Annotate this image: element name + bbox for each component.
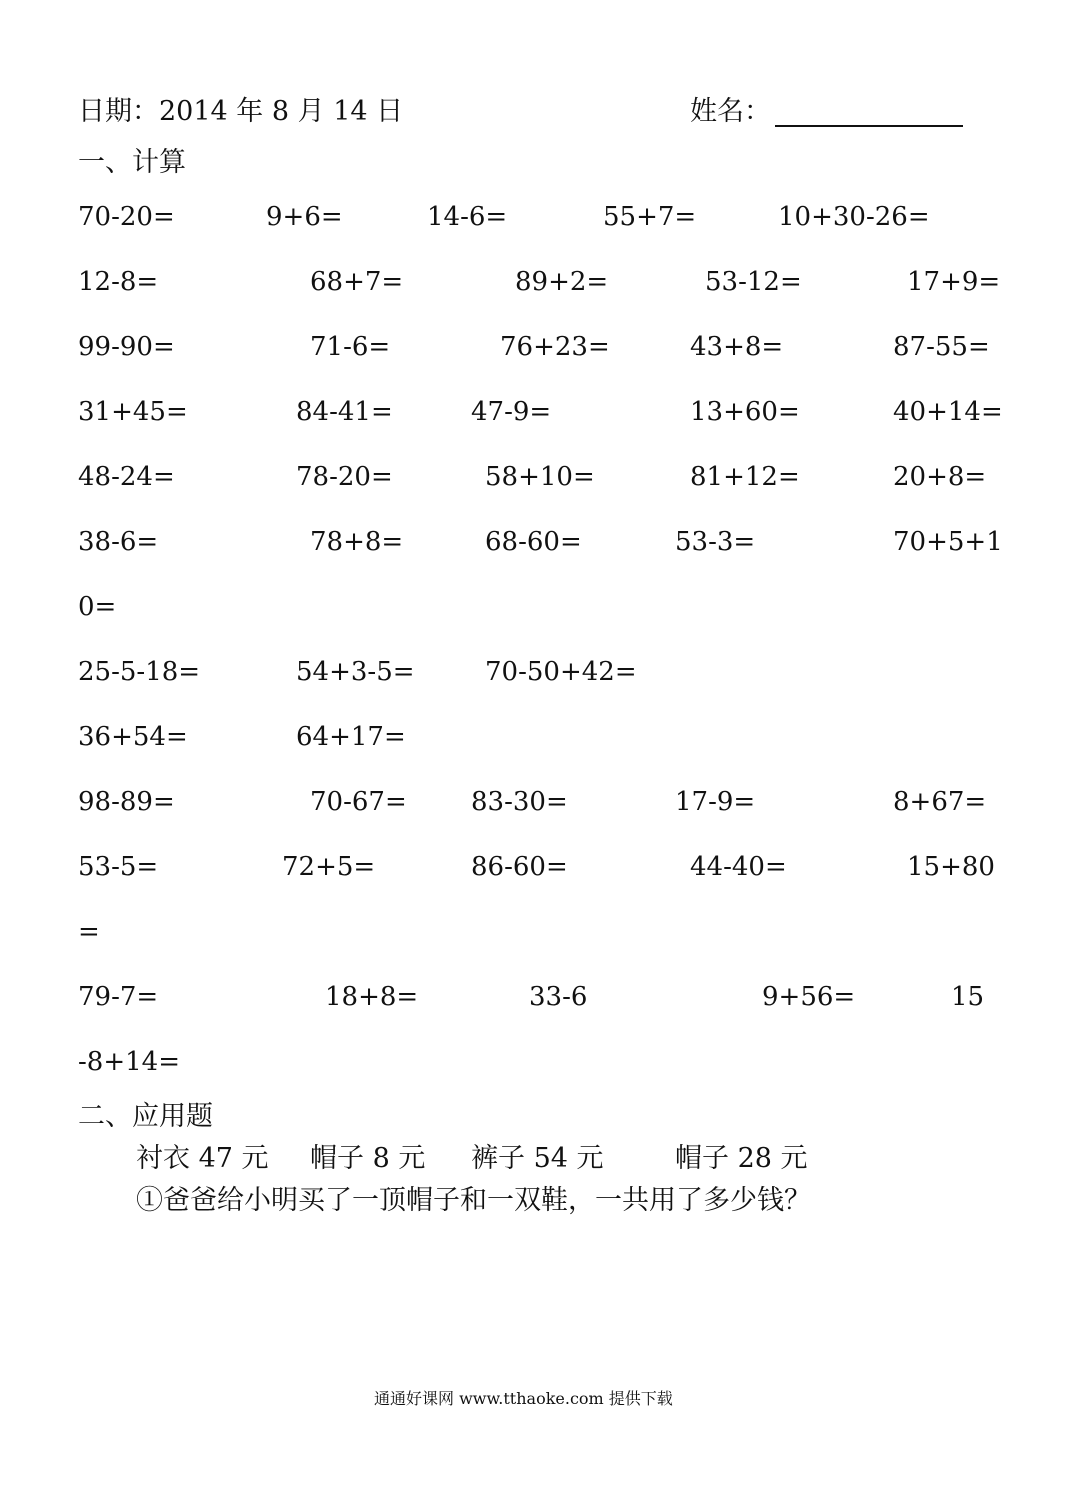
problem: 8+67= <box>893 787 987 817</box>
problem: 38-6= <box>78 527 159 557</box>
problem: = <box>78 917 100 947</box>
problem: 25-5-18= <box>78 657 201 687</box>
problem: 89+2= <box>515 267 609 297</box>
problem: 14-6= <box>427 202 508 232</box>
problem: 40+14= <box>893 397 1003 427</box>
problem: 47-9= <box>471 397 552 427</box>
problem: 0= <box>78 592 117 622</box>
problem: 54+3-5= <box>296 657 415 687</box>
price-item: 帽子 28 元 <box>675 1143 808 1174</box>
problem: 15 <box>951 982 985 1012</box>
problem: 31+45= <box>78 397 188 427</box>
problem: 53-5= <box>78 852 159 882</box>
price-item: 衬衣 47 元 <box>136 1143 269 1174</box>
footer-source: 通通好课网 www.tthaoke.com 提供下载 <box>374 1389 673 1408</box>
problem: 33-6 <box>529 982 588 1012</box>
problem: 44-40= <box>690 852 787 882</box>
price-item: 帽子 8 元 <box>310 1143 426 1174</box>
problem: 81+12= <box>690 462 800 492</box>
problem: 98-89= <box>78 787 175 817</box>
problem: 83-30= <box>471 787 568 817</box>
section1-title: 一、计算 <box>78 147 186 178</box>
problem: 71-6= <box>310 332 391 362</box>
problem: 17-9= <box>675 787 756 817</box>
problem: 18+8= <box>325 982 419 1012</box>
problem: 84-41= <box>296 397 393 427</box>
problem: 86-60= <box>471 852 568 882</box>
problem: 99-90= <box>78 332 175 362</box>
problem: 79-7= <box>78 982 159 1012</box>
name-blank-line <box>775 125 963 127</box>
problem: -8+14= <box>78 1047 180 1077</box>
problem: 55+7= <box>603 202 697 232</box>
section2-title: 二、应用题 <box>78 1101 213 1132</box>
word-problem-1: ①爸爸给小明买了一顶帽子和一双鞋，一共用了多少钱？ <box>136 1185 811 1216</box>
problem: 53-3= <box>675 527 756 557</box>
problem: 9+56= <box>762 982 856 1012</box>
problem: 48-24= <box>78 462 175 492</box>
problem: 58+10= <box>485 462 595 492</box>
problem: 36+54= <box>78 722 188 752</box>
problem: 87-55= <box>893 332 990 362</box>
header-name-label: 姓名： <box>690 96 771 127</box>
problem: 70-67= <box>310 787 407 817</box>
problem: 43+8= <box>690 332 784 362</box>
problem: 10+30-26= <box>778 202 930 232</box>
problem: 64+17= <box>296 722 406 752</box>
problem: 72+5= <box>282 852 376 882</box>
problem: 78-20= <box>296 462 393 492</box>
problem: 13+60= <box>690 397 800 427</box>
problem: 70-20= <box>78 202 175 232</box>
problem: 20+8= <box>893 462 987 492</box>
problem: 9+6= <box>266 202 343 232</box>
price-item: 裤子 54 元 <box>471 1143 604 1174</box>
problem: 15+80 <box>907 852 995 882</box>
problem: 70-50+42= <box>485 657 637 687</box>
problem: 17+9= <box>907 267 1001 297</box>
problem: 68+7= <box>310 267 404 297</box>
header-date: 日期：2014 年 8 月 14 日 <box>78 96 404 127</box>
problem: 78+8= <box>310 527 404 557</box>
problem: 53-12= <box>705 267 802 297</box>
problem: 12-8= <box>78 267 159 297</box>
problem: 68-60= <box>485 527 582 557</box>
problem: 70+5+1 <box>893 527 1003 557</box>
problem: 76+23= <box>500 332 610 362</box>
